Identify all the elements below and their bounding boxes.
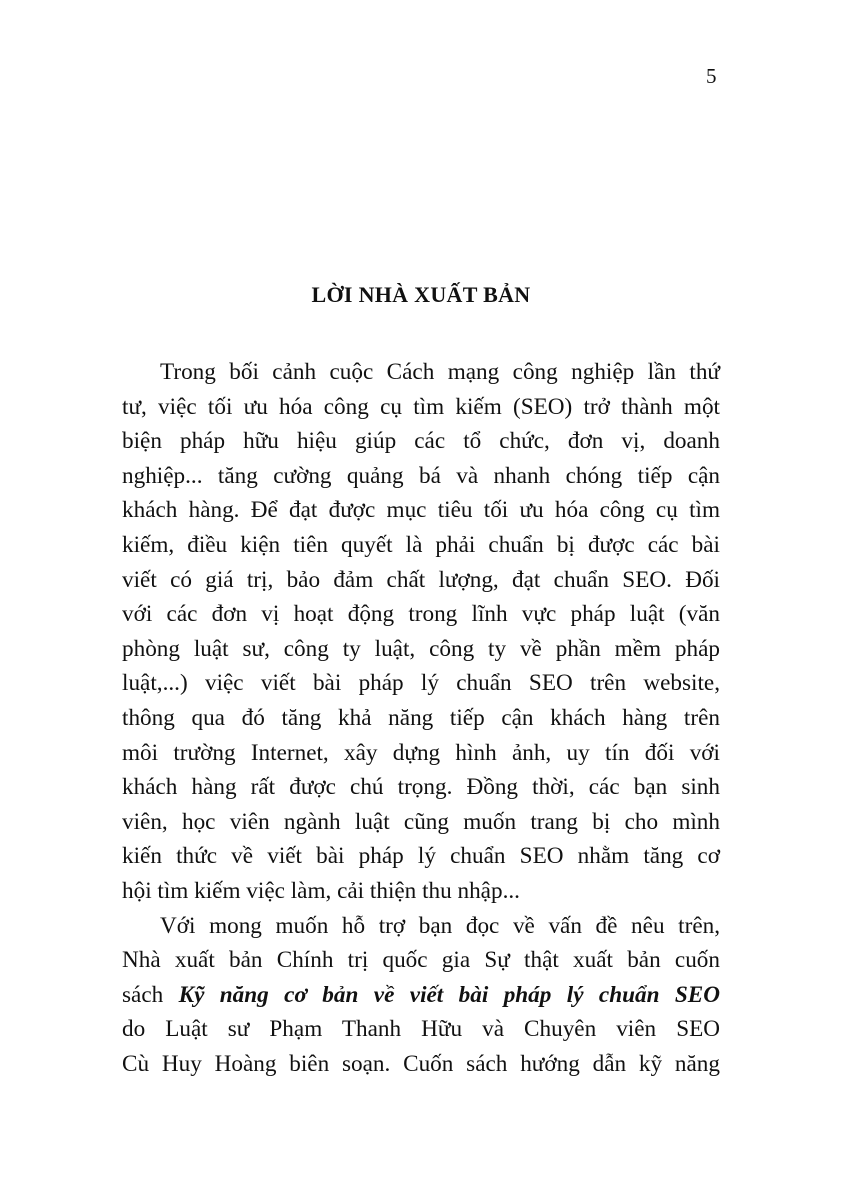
- text-line: [122, 839, 720, 874]
- line-text: biện pháp hữu hiệu giúp các tổ chức, đơn vị, doanh: [122, 428, 720, 455]
- text-line: [122, 390, 720, 425]
- text-line: [122, 632, 720, 667]
- text-line: [122, 597, 720, 632]
- text-line: [122, 943, 720, 978]
- text-line: [122, 874, 720, 909]
- text-line: [122, 1047, 720, 1082]
- line-text: Trong bối cảnh cuộc Cách mạng công nghiệp lần thứ: [160, 359, 720, 385]
- line-text: khách hàng. Để đạt được mục tiêu tối ưu hóa công cụ tìm: [122, 497, 720, 524]
- line-text: môi trường Internet, xây dựng hình ảnh, uy tín đối với: [122, 739, 720, 766]
- text-line: [122, 459, 720, 494]
- text-line: [122, 770, 720, 805]
- line-text: luật,...) việc viết bài pháp lý chuẩn SEO trên website,: [122, 670, 720, 697]
- line-text: phòng luật sư, công ty luật, công ty về phần mềm pháp: [122, 635, 720, 662]
- line-text: Cù Huy Hoàng biên soạn. Cuốn sách hướng dẫn kỹ năng: [122, 1050, 720, 1077]
- page-title: LỜI NHÀ XUẤT BẢN: [311, 282, 531, 307]
- body-text: [122, 355, 720, 1081]
- line-text: thông qua đó tăng khả năng tiếp cận khách hàng trên: [122, 704, 720, 731]
- book-title: Kỹ năng cơ bản về viết bài pháp lý chuẩn SEO: [178, 981, 720, 1008]
- text-line: [122, 355, 720, 390]
- line-text: viên, học viên ngành luật cũng muốn trang bị cho mình: [122, 808, 720, 835]
- text-line: [122, 493, 720, 528]
- line-text: Với mong muốn hỗ trợ bạn đọc về vấn đề nêu trên,: [160, 912, 720, 939]
- line-text: hội tìm kiếm việc làm, cải thiện thu nhập...: [122, 877, 520, 904]
- line-text: nghiệp... tăng cường quảng bá và nhanh chóng tiếp cận: [122, 462, 720, 489]
- text-line: [122, 1012, 720, 1047]
- line-text: do Luật sư Phạm Thanh Hữu và Chuyên viên SEO: [122, 1016, 720, 1043]
- line-text: tư, việc tối ưu hóa công cụ tìm kiếm (SEO) trở thành một: [122, 393, 720, 420]
- line-text: viết có giá trị, bảo đảm chất lượng, đạt chuẩn SEO. Đối: [122, 566, 720, 593]
- line-text: khách hàng rất được chú trọng. Đồng thời, các bạn sinh: [122, 774, 720, 801]
- text-line: [122, 424, 720, 459]
- page-number: 5: [706, 64, 717, 88]
- text-line: [122, 563, 720, 598]
- text-line: [122, 528, 720, 563]
- line-text: kiếm, điều kiện tiên quyết là phải chuẩn bị được các bài: [122, 531, 720, 558]
- text-line: [122, 701, 720, 736]
- text-line: [122, 909, 720, 944]
- line-text: sách: [122, 981, 179, 1008]
- line-text: với các đơn vị hoạt động trong lĩnh vực pháp luật (văn: [122, 601, 720, 628]
- text-line: [122, 736, 720, 771]
- text-line: [122, 666, 720, 701]
- line-text: kiến thức về viết bài pháp lý chuẩn SEO nhằm tăng cơ: [122, 843, 720, 870]
- text-line: [122, 805, 720, 840]
- line-text: Nhà xuất bản Chính trị quốc gia Sự thật xuất bản cuốn: [122, 947, 720, 974]
- text-line: [122, 978, 720, 1013]
